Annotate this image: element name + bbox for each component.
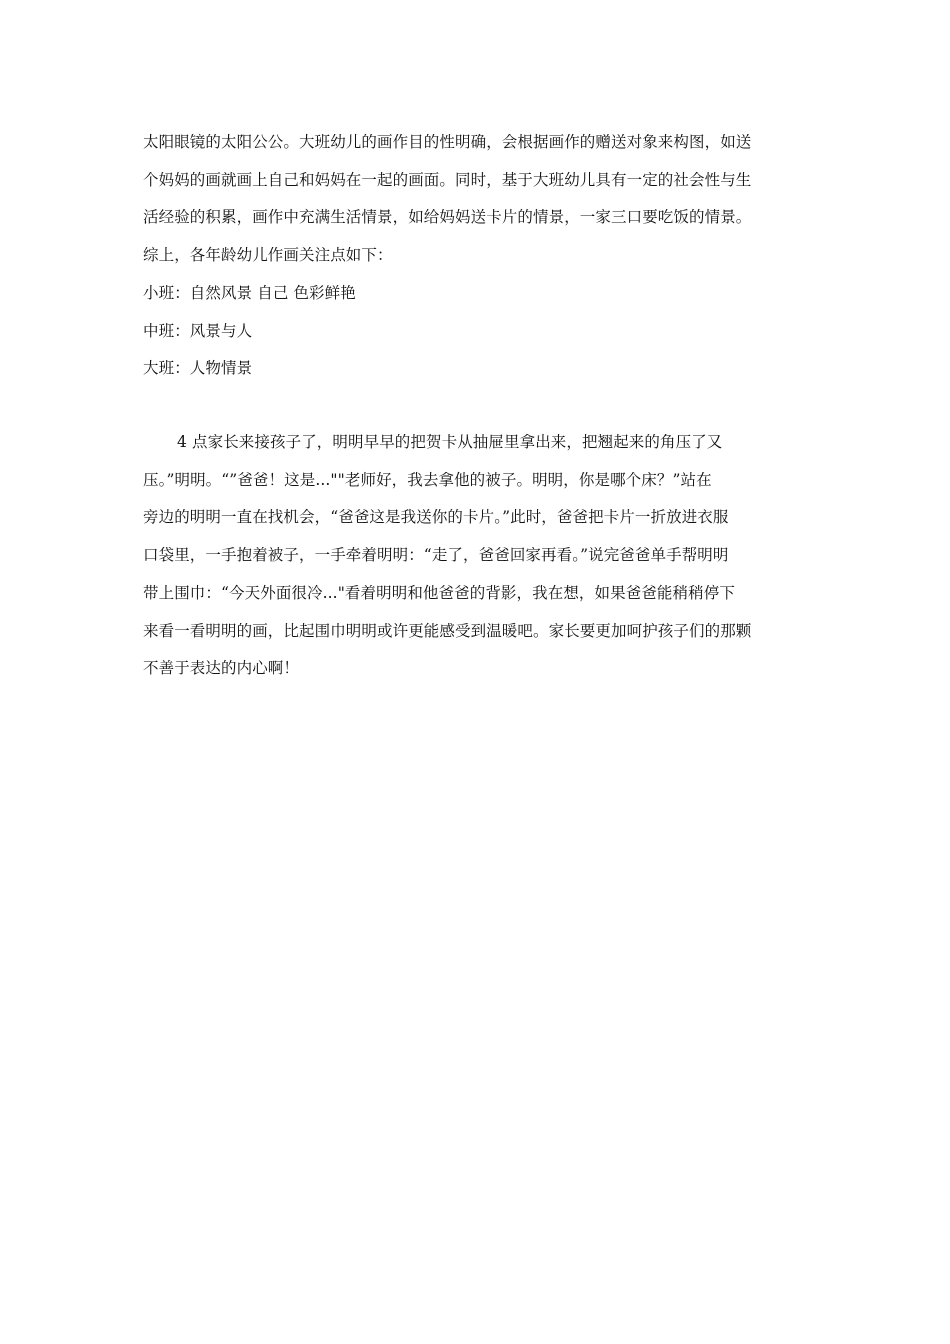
text-line: 个妈妈的画就画上自己和妈妈在一起的画面。同时，基于大班幼儿具有一定的社会性与生 xyxy=(143,170,752,189)
text-line: 口袋里，一手抱着被子，一手牵着明明：“走了，爸爸回家再看。”说完爸爸单手帮明明 xyxy=(143,546,729,565)
text-line: 带上围巾：“今天外面很冷..."看着明明和他爸爸的背影，我在想，如果爸爸能稍稍停下 xyxy=(143,583,735,602)
text-line: 旁边的明明一直在找机会，“爸爸这是我送你的卡片。”此时，爸爸把卡片一折放进衣服 xyxy=(143,508,729,527)
list-item-large-class: 大班：人物情景 xyxy=(143,359,253,378)
paragraph-children-drawing-focus xyxy=(143,124,813,388)
list-item-middle-class: 中班：风景与人 xyxy=(143,321,253,340)
text-line: 综上，各年龄幼儿作画关注点如下： xyxy=(143,246,393,265)
paragraph-parent-pickup-story xyxy=(143,424,813,688)
text-line: 4 点家长来接孩子了，明明早早的把贺卡从抽屉里拿出来，把翘起来的角压了又 xyxy=(177,433,723,451)
text-line: 活经验的积累，画作中充满生活情景，如给妈妈送卡片的情景，一家三口要吃饭的情景。 xyxy=(143,208,752,227)
list-item-small-class: 小班：自然风景 自己 色彩鲜艳 xyxy=(143,283,356,302)
text-line: 压。”明明。“”爸爸！这是...""老师好，我去拿他的被子。明明，你是哪个床？”站在 xyxy=(143,470,712,489)
text-line: 太阳眼镜的太阳公公。大班幼儿的画作目的性明确，会根据画作的赠送对象来构图，如送 xyxy=(143,133,752,151)
text-line: 来看一看明明的画，比起围巾明明或许更能感受到温暖吧。家长要更加呵护孩子们的那颗 xyxy=(143,621,752,640)
text-line: 不善于表达的内心啊！ xyxy=(143,659,300,678)
